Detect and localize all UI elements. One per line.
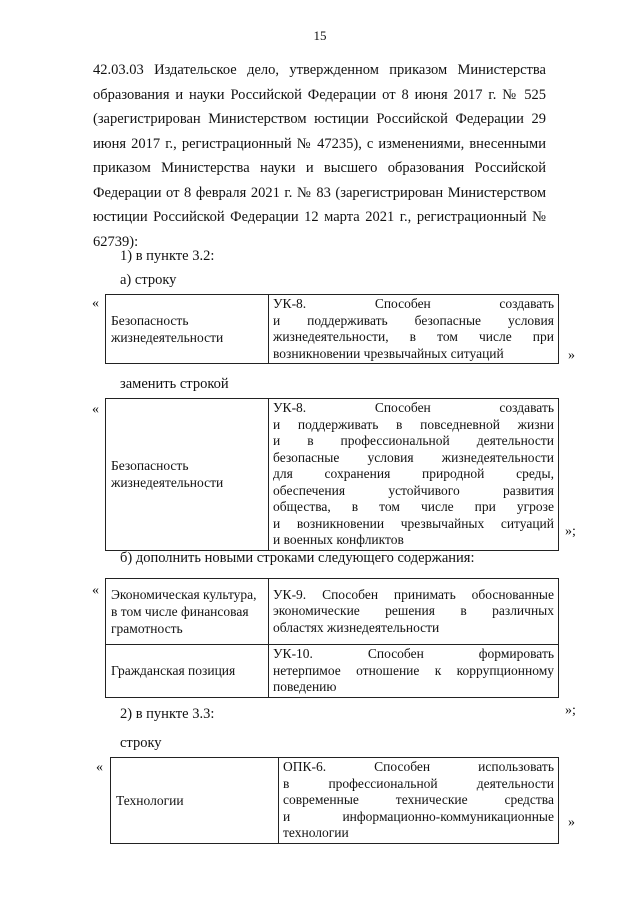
table-3-row-1-right (269, 579, 559, 645)
replace-label: заменить строкой (120, 376, 229, 392)
table-4-line: ОПК-6. Способен использовать (283, 759, 554, 774)
table-1-line: жизнедеятельности, в том числе при (273, 329, 554, 344)
item-2: 2) в пункте 3.3: (120, 706, 215, 722)
table-4-line: современные технические средства (283, 792, 554, 807)
table-4-line: в профессиональной деятельности (283, 775, 554, 791)
table-4-left-cell: Технологии (111, 758, 279, 844)
open-quote: « (96, 760, 103, 775)
table-1-left-cell: Безопасность жизнедеятельности (106, 295, 269, 364)
table-4-line: и информационно-коммуникационные (283, 808, 554, 824)
table-3-row-2-right (269, 645, 559, 698)
table-4 (110, 757, 559, 844)
table-3-row-2-left: Гражданская позиция (106, 645, 269, 698)
table-1 (105, 294, 559, 364)
table-1-right-cell (269, 295, 559, 364)
table-1-line: УК-8. Способен создавать (273, 296, 554, 311)
table-2-line: и поддерживать в повседневной жизни (273, 416, 554, 432)
table-4-line: технологии (283, 825, 349, 840)
table-2-left-cell: Безопасность жизнедеятельности (106, 399, 269, 551)
table-3-line: УК-10. Способен формировать (273, 646, 554, 661)
table-2-line: безопасные условия жизнедеятельности (273, 449, 554, 465)
table-3-line: областях жизнедеятельности (273, 619, 440, 635)
table-1-line: и поддерживать безопасные условия (273, 312, 554, 328)
table-3-line: экономические решения в различных (273, 603, 554, 619)
open-quote: « (92, 296, 99, 311)
table-2-line: и возникновении чрезвычайных ситуаций (273, 515, 554, 531)
table-3-line: поведению (273, 679, 337, 694)
close-quote-semicolon: »; (565, 703, 576, 718)
item-2-label: строку (120, 735, 162, 751)
table-3-line: УК-9. Способен принимать обоснованные (273, 586, 554, 602)
table-2-line: и военных конфликтов (273, 532, 404, 547)
table-3-line: нетерпимое отношение к коррупционному (273, 662, 554, 678)
item-1b: б) дополнить новыми строками следующего содержания: (120, 550, 475, 566)
table-2-line: общества, в том числе при угрозе (273, 499, 554, 514)
table-1-line: возникновении чрезвычайных ситуаций (273, 345, 504, 361)
page-number: 15 (313, 28, 327, 43)
open-quote: « (92, 402, 99, 417)
open-quote: « (92, 583, 99, 598)
close-quote-semicolon: »; (565, 524, 576, 539)
item-1: 1) в пункте 3.2: (120, 248, 215, 264)
table-3-row-1-left: Экономическая культура, в том числе финансовая грамотность (106, 579, 269, 645)
table-2-line: для сохранения природной среды, (273, 466, 554, 481)
table-2-line: обеспечения устойчивого развития (273, 482, 554, 498)
table-2-line: УК-8. Способен создавать (273, 400, 554, 415)
table-3 (105, 578, 559, 698)
intro-paragraph: 42.03.03 Издательское дело, утвержденном приказом Министерства образования и науки Российской Федерации от 8 июня 2017 г. № 525 (зарегистрирован Министерством юстиции Российской Федерации 29 июня 2017 г., регистрационный № 47235), с изменениями, внесенными приказом Министерства науки и высшего образования Российской Федерации от 8 февраля 2021 г. № 83 (зарегистрирован Министерством юстиции Российской Федерации 12 марта 2021 г., регистрационный № 62739): (93, 62, 546, 250)
close-quote: » (568, 348, 575, 363)
table-4-right-cell (279, 758, 559, 844)
item-1a: а) строку (120, 272, 177, 288)
table-2-line: и в профессиональной деятельности (273, 433, 554, 448)
table-2-right-cell (269, 399, 559, 551)
table-2 (105, 398, 559, 551)
close-quote: » (568, 815, 575, 830)
